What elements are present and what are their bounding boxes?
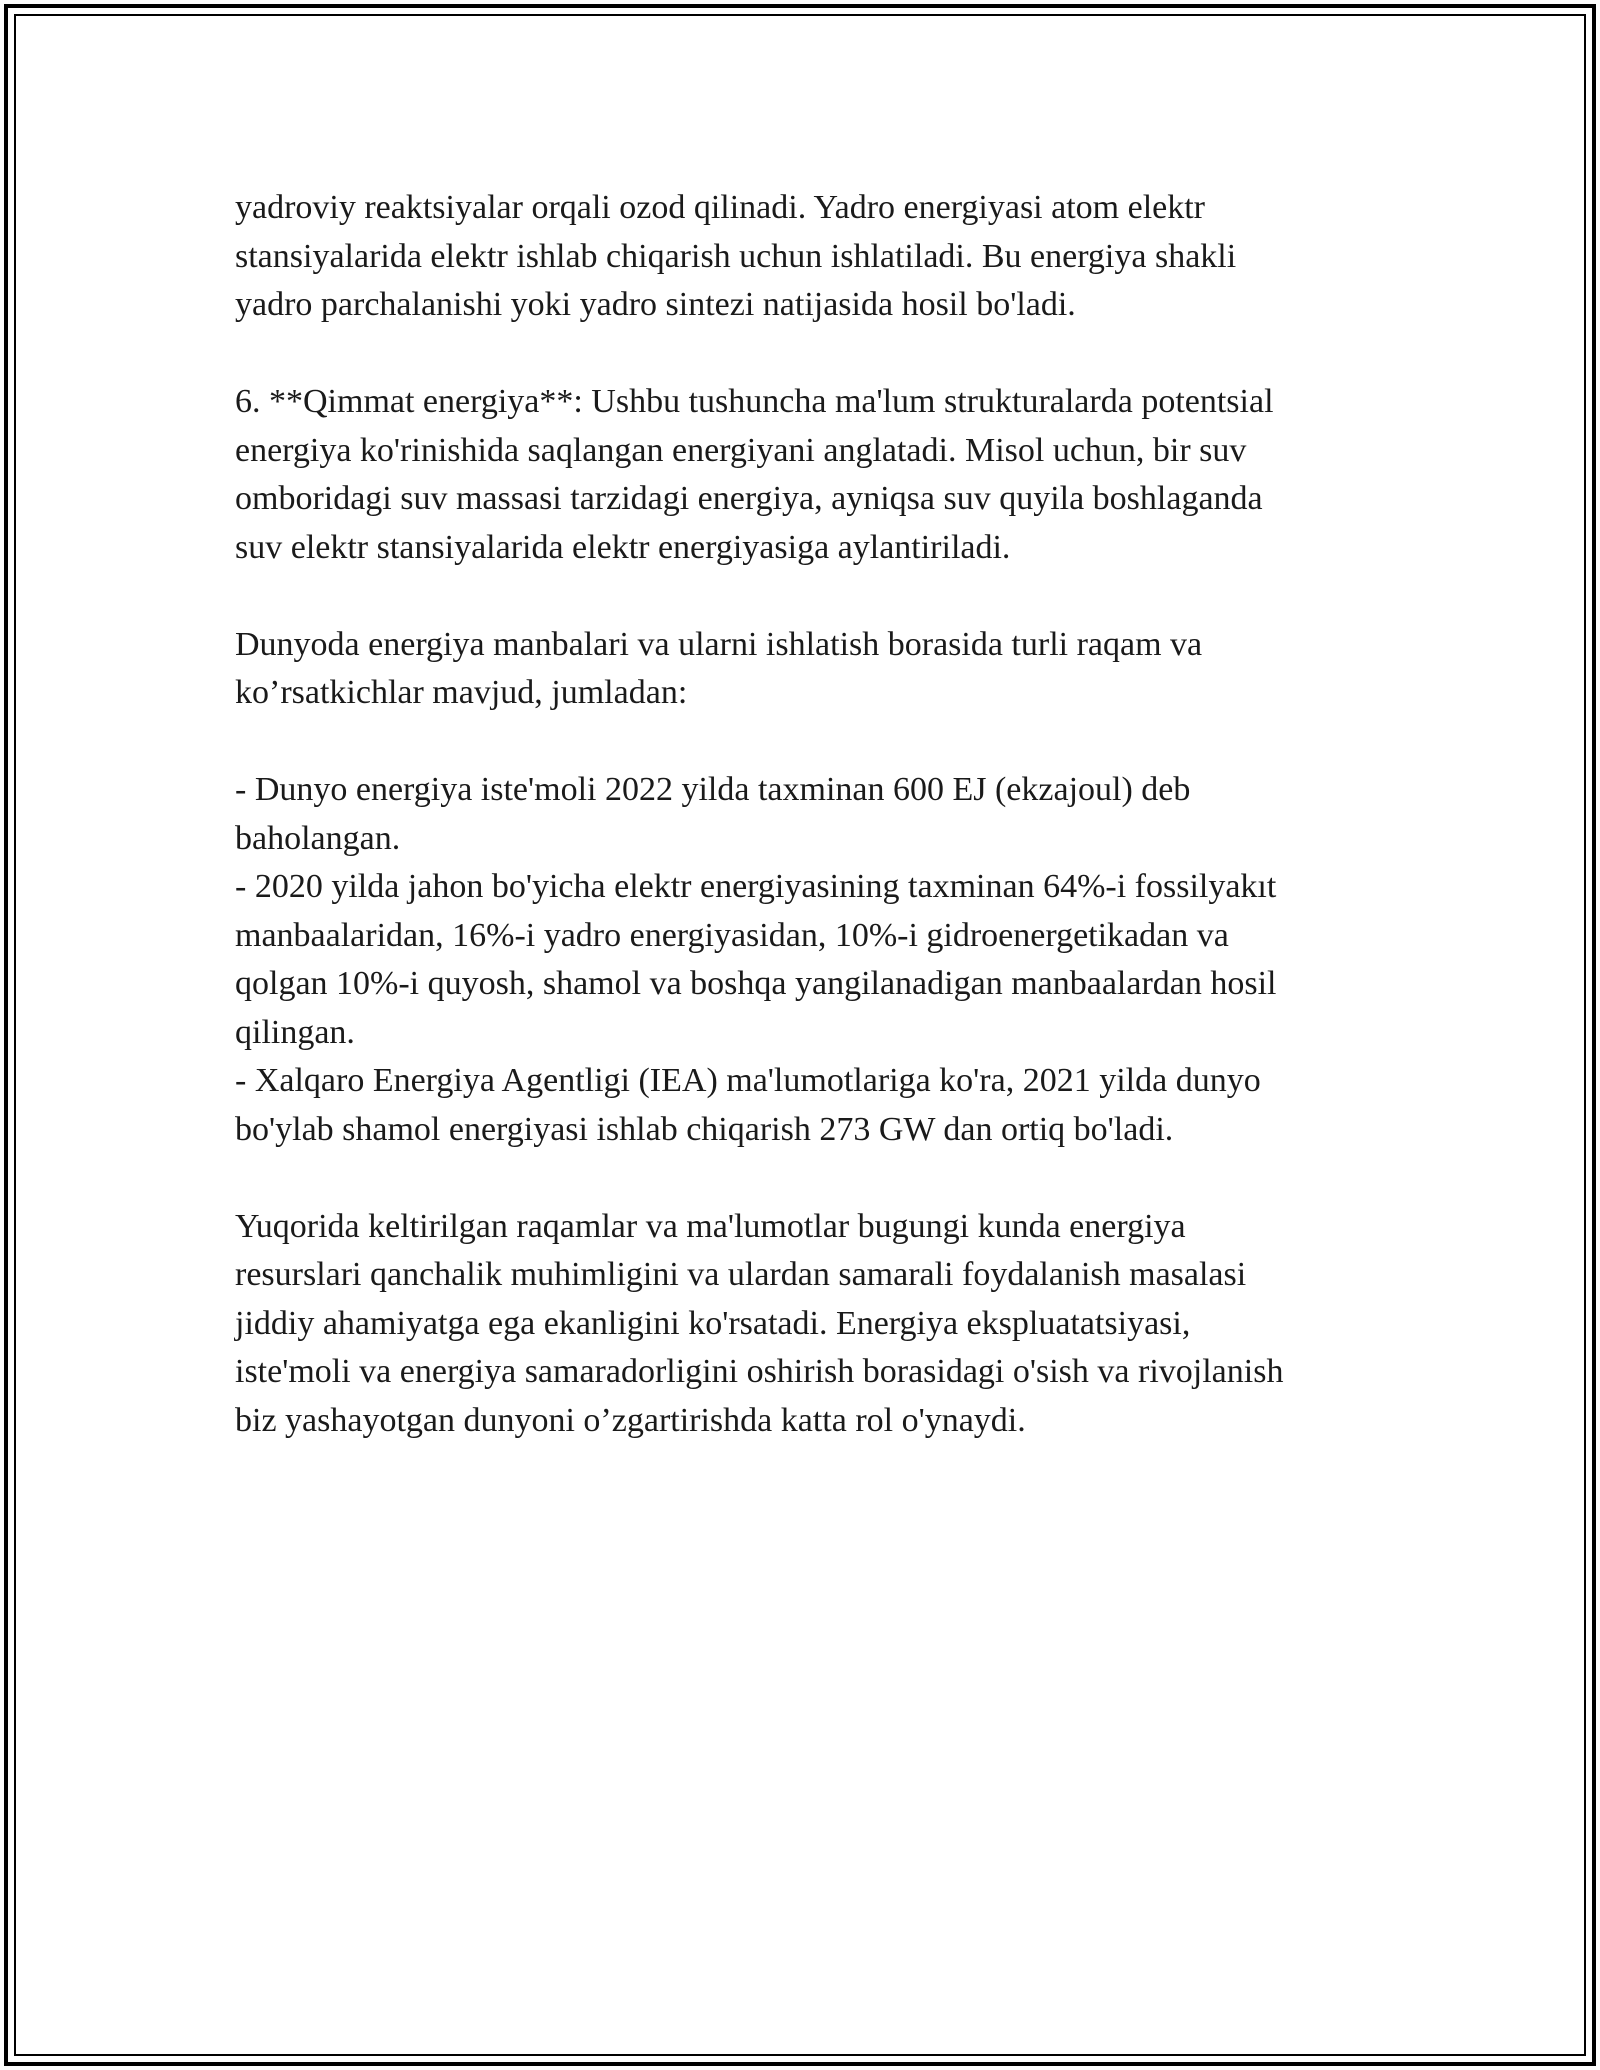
paragraph-gap [235, 1154, 1400, 1203]
text-line: energiya ko'rinishida saqlangan energiyani anglatadi. Misol uchun, bir suv [235, 431, 1247, 469]
text-line: resurslari qanchalik muhimligini va ulardan samarali foydalanish masalasi [235, 1256, 1247, 1293]
text-line: qolgan 10%-i quyosh, shamol va boshqa yangilanadigan manbaalardan hosil [235, 965, 1277, 1002]
text-line: Dunyoda energiya manbalari va ularni ishlatish borasida turli raqam va [235, 625, 1203, 663]
text-line: manbaalaridan, 16%-i yadro energiyasidan, 10%-i gidroenergetikadan va [235, 916, 1229, 954]
text-line: iste'moli va energiya samaradorligini oshirish borasidagi o'sish va rivojlanish [235, 1353, 1284, 1390]
text-line: biz yashayotgan dunyoni o’zgartirishda katta rol o'ynaydi. [235, 1401, 1026, 1439]
text-line: yadroviy reaktsiyalar orqali ozod qilinadi. Yadro energiyasi atom elektr [235, 189, 1205, 226]
text-line: - Dunyo energiya iste'moli 2022 yilda taxminan 600 EJ (ekzajoul) deb [235, 771, 1191, 808]
text-line: jiddiy ahamiyatga ega ekanligini ko'rsatadi. Energiya ekspluatatsiyasi, [235, 1304, 1191, 1342]
text-line: stansiyalarida elektr ishlab chiqarish uchun ishlatiladi. Bu energiya shakli [235, 237, 1237, 275]
document-body [235, 184, 1400, 1445]
paragraph-gap [235, 330, 1400, 379]
text-line: 6. **Qimmat energiya**: Ushbu tushuncha ma'lum strukturalarda potentsial [235, 383, 1274, 420]
text-line: yadro parchalanishi yoki yadro sintezi natijasida hosil bo'ladi. [235, 286, 1076, 323]
paragraph-gap [235, 718, 1400, 767]
text-line: ko’rsatkichlar mavjud, jumladan: [235, 674, 688, 711]
text-line: omboridagi suv massasi tarzidagi energiya, ayniqsa suv quyila boshlaganda [235, 480, 1263, 517]
text-line: Yuqorida keltirilgan raqamlar va ma'lumotlar bugungi kunda energiya [235, 1207, 1186, 1245]
text-line: - 2020 yilda jahon bo'yicha elektr energiyasining taxminan 64%-i fossilyakıt [235, 868, 1277, 905]
paragraph-gap [235, 572, 1400, 621]
text-line: qilingan. [235, 1013, 355, 1051]
text-line: baholangan. [235, 819, 401, 857]
text-line: - Xalqaro Energiya Agentligi (IEA) ma'lumotlariga ko'ra, 2021 yilda dunyo [235, 1062, 1261, 1099]
text-line: suv elektr stansiyalarida elektr energiyasiga aylantiriladi. [235, 528, 1011, 566]
text-line: bo'ylab shamol energiyasi ishlab chiqarish 273 GW dan ortiq bo'ladi. [235, 1110, 1174, 1148]
